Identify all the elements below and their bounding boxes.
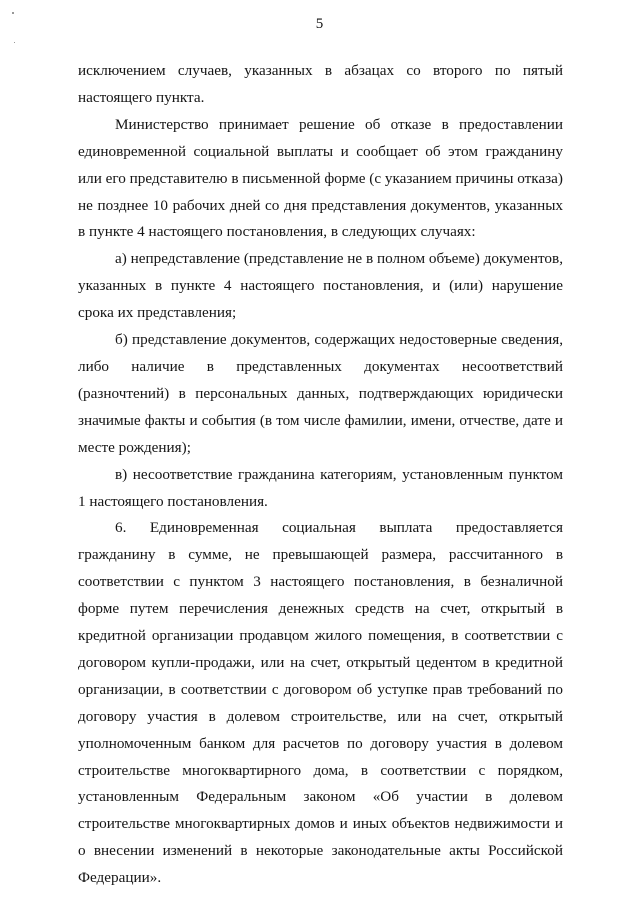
paragraph-point-6: 6. Единовременная социальная выплата предоставляется гражданину в сумме, не превышающей размера, рассчитанного в соответствии с пунктом 3 настоящего постановления, в безналичной форме путем перечисления денежных средств на счет, открытый в кредитной организации продавцом жилого помещения, в соответствии с договором купли-продажи, или на счет, открытый цедентом в кредитной организации, в соответствии с договором об уступке прав требований по договору участия в долевом строительстве, или на счет, открытый уполномоченным банком для расчетов по договору участия в долевом строительстве многоквартирного дома, в соответствии с порядком, установленным Федеральным законом «Об участии в долевом строительстве многоквартирных домов и иных объектов недвижимости и о внесении изменений в некоторые законодательные акты Российской Федерации». (78, 519, 563, 887)
page-number: 5 (315, 16, 324, 32)
paragraph-case-a: а) непредставление (представление не в полном объеме) документов, указанных в пункте 4 настоящего постановления, и (или) нарушение срока их представления; (78, 250, 563, 322)
document-body (78, 58, 563, 892)
paragraph-case-c: в) несоответствие гражданина категориям, установленным пунктом 1 настоящего постановления. (78, 465, 563, 510)
paragraph-case-b: б) представление документов, содержащих недостоверные сведения, либо наличие в представленных документах несоответствий (разночтений) в персональных данных, подтверждающих юридически значимые факты и события (в том числе фамилии, имени, отчестве, дате и месте рождения); (78, 331, 563, 456)
paragraph-refusal-decision: Министерство принимает решение об отказе в предоставлении единовременной социальной выплаты и сообщает об этом гражданину или его представителю в письменной форме (с указанием причины отказа) не позднее 10 рабочих дней со дня представления документов, указанных в пункте 4 настоящего постановления, в следующих случаях: (78, 115, 563, 241)
scan-speck (14, 42, 15, 43)
paragraph-continuation: исключением случаев, указанных в абзацах со второго по пятый настоящего пункта. (78, 62, 563, 106)
